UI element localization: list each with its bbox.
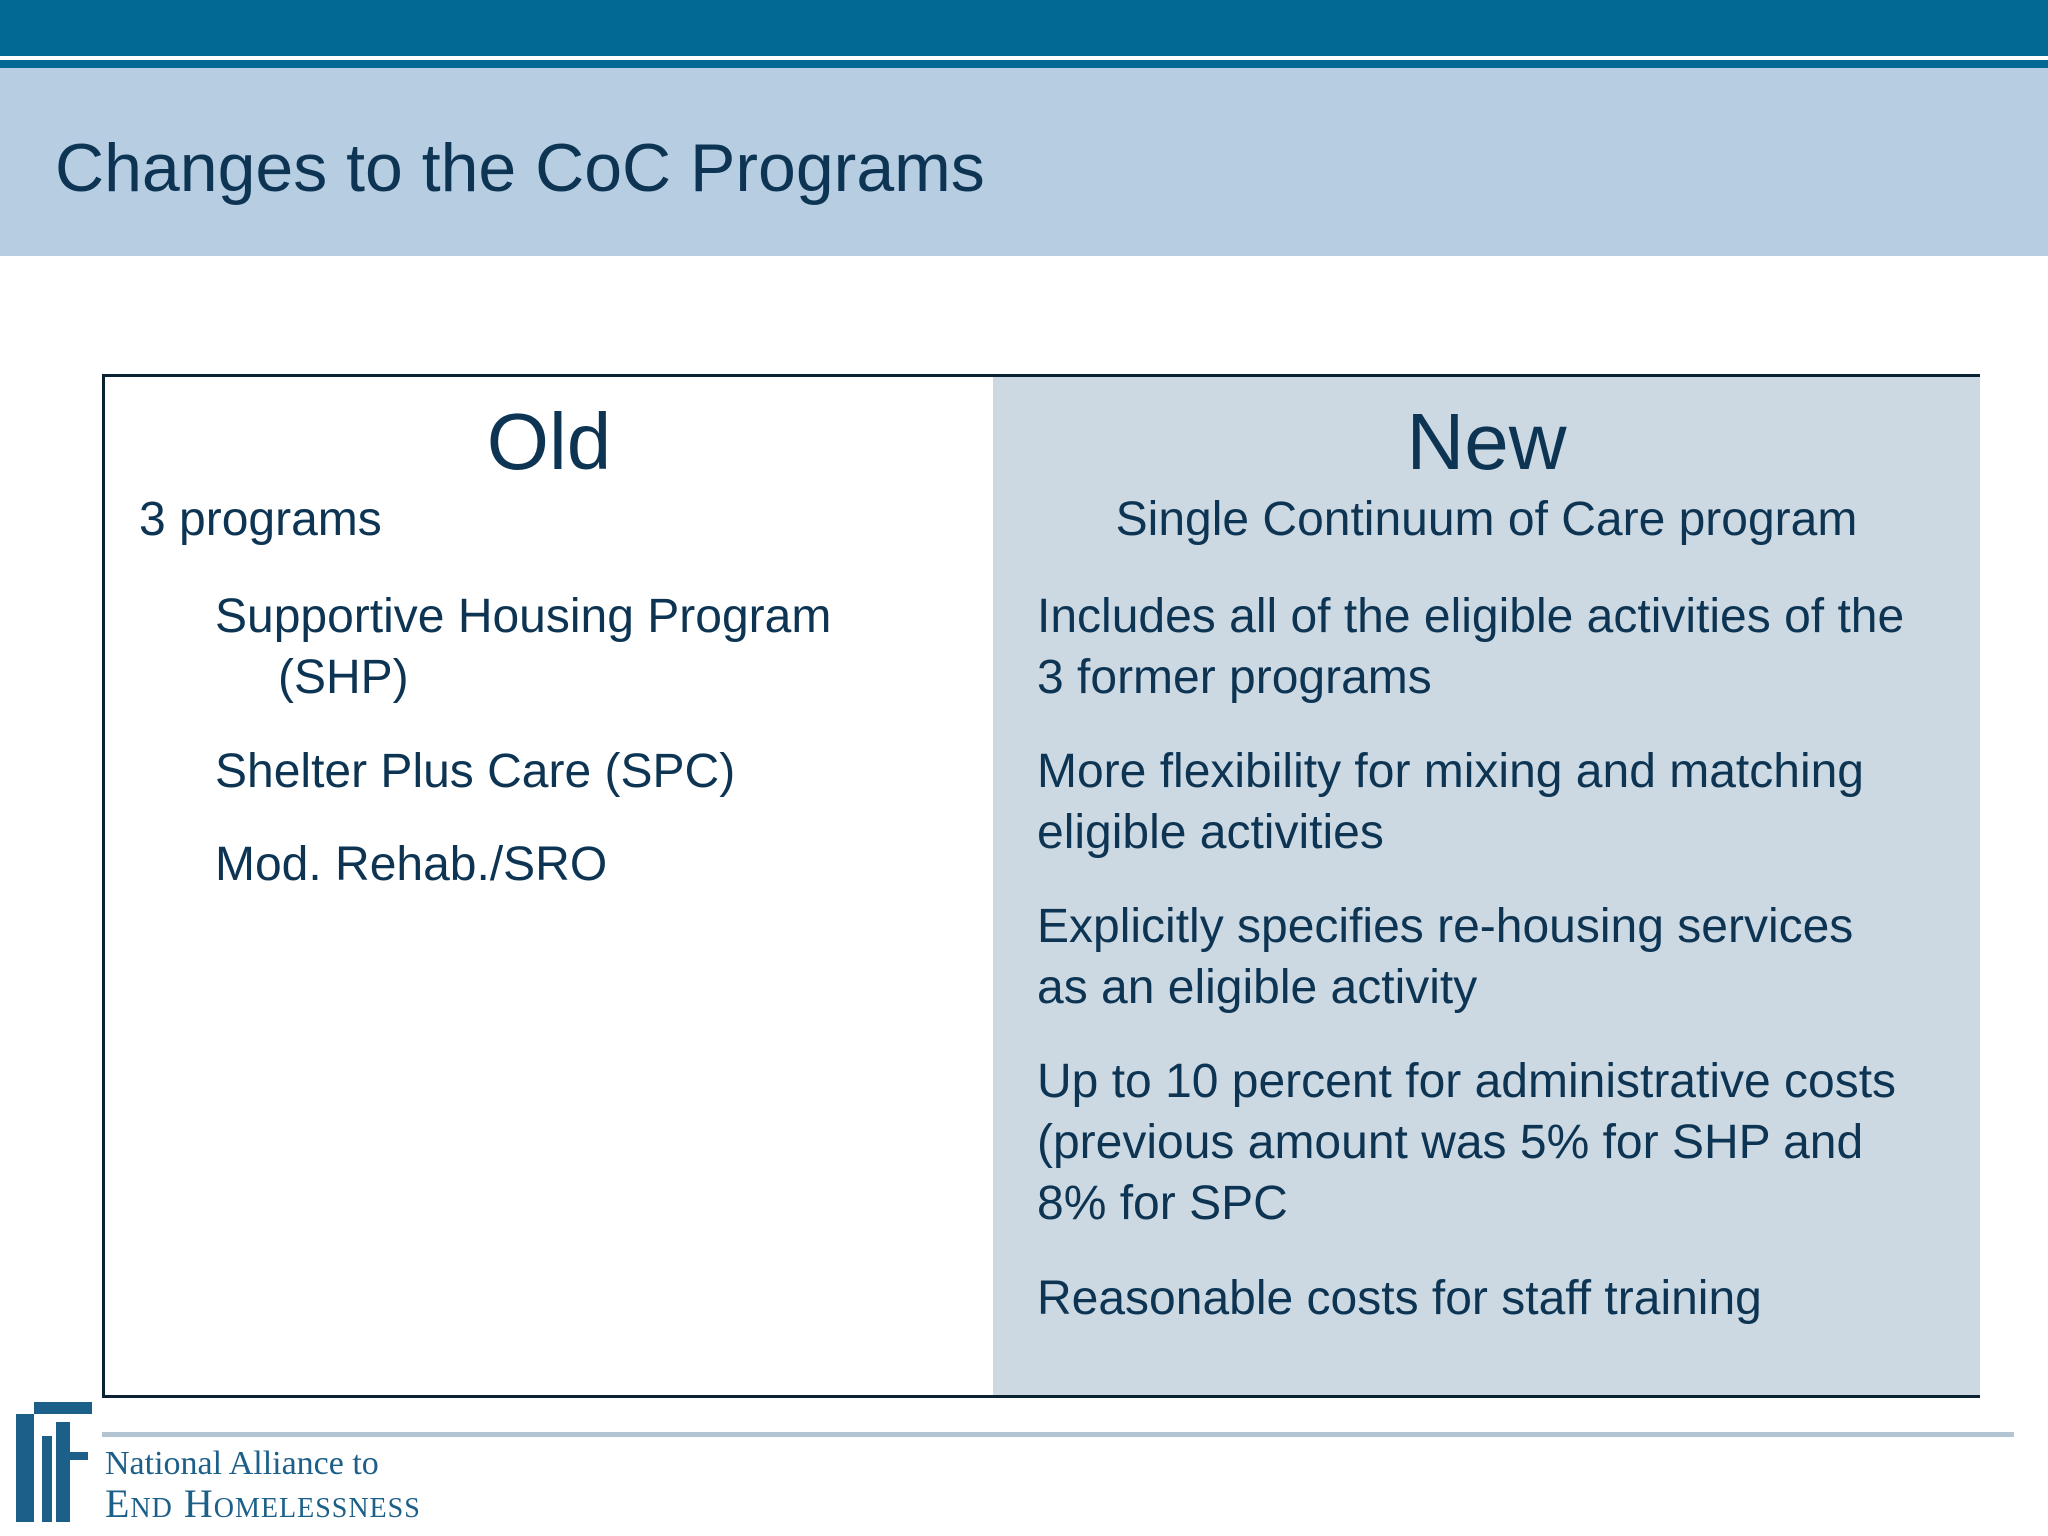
old-item-shp: Supportive Housing Program [215,590,832,643]
new-item-staff-training: Reasonable costs for staff training [1037,1272,1762,1325]
new-item-rehousing: Explicitly specifies re-housing services [1037,900,1854,953]
new-item-admin-costs-cont1: (previous amount was 5% for SHP and [1037,1116,1864,1169]
old-item-shp-cont: (SHP) [278,651,409,704]
logo-text-line1: National Alliance to [105,1445,379,1482]
old-column-heading: Old [486,397,612,486]
new-item-activities-cont: 3 former programs [1037,651,1432,704]
logo-text-line2: End Homelessness [105,1481,421,1526]
new-item-activities: Includes all of the eligible activities of the [1037,590,1905,643]
new-item-flexibility: More flexibility for mixing and matching [1037,745,1864,798]
old-item-sro: Mod. Rehab./SRO [215,838,608,891]
new-item-admin-costs: Up to 10 percent for administrative costs [1037,1055,1897,1108]
new-column-heading: New [1406,397,1567,486]
footer-rule [102,1432,2014,1437]
old-item-spc: Shelter Plus Care (SPC) [215,745,736,798]
slide-title: Changes to the CoC Programs [55,130,985,206]
alliance-logo-icon [16,1402,92,1522]
top-accent-bar [0,0,2048,56]
comparison-table [102,374,1980,1398]
new-column-intro: Single Continuum of Care program [1115,493,1858,546]
new-item-admin-costs-cont2: 8% for SPC [1037,1177,1288,1230]
top-accent-line [0,60,2048,68]
old-column-intro: 3 programs [139,493,382,546]
new-item-flexibility-cont: eligible activities [1037,806,1384,859]
new-item-rehousing-cont: as an eligible activity [1037,961,1478,1014]
